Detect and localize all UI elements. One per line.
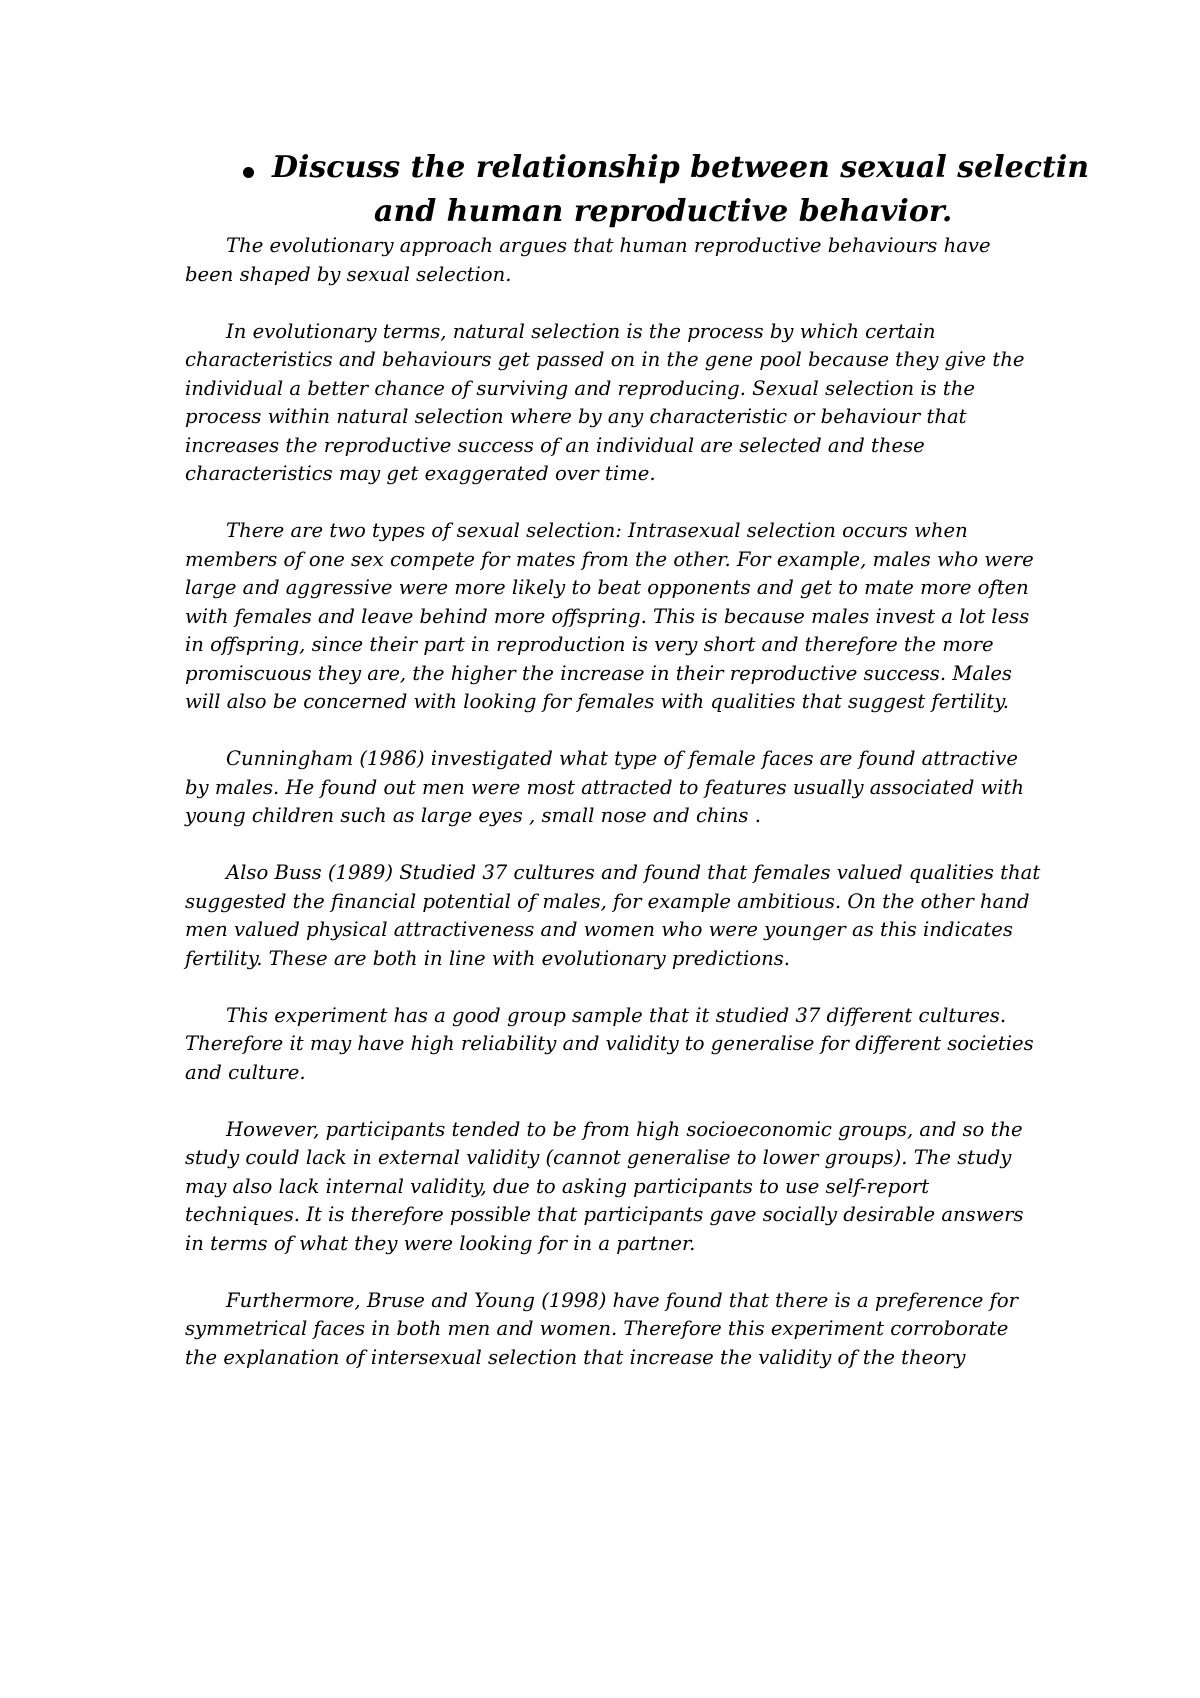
bullet-icon: [243, 167, 254, 178]
title-line-1: Discuss the relationship between sexual selectin: [272, 150, 1090, 185]
paragraph-bruse-young: Furthermore, Bruse and Young (1998) have found that there is a preference for symmetrical faces in both men and women. Therefore this experiment corroborate the explanation of intersexual selection that increase the validity of the theory: [185, 1288, 1018, 1369]
paragraph-cunningham: Cunningham (1986) investigated what type of female faces are found attractive by males. He found out men were most attracted to features usually associated with young children such as large eyes , small nose and chins .: [185, 747, 1025, 827]
paragraph-validity-critique: However, participants tended to be from high socioeconomic groups, and so the study could lack in external validity (cannot generalise to lower groups). The study may also lack internal validity, due to asking participants to use self-report techniques. It is therefore possible that participants gave socially desirable answers in terms of what they were looking for in a partner.: [185, 1117, 1024, 1255]
paragraph-intro: The evolutionary approach argues that human reproductive behaviours have been shaped by sexual selection.: [185, 234, 991, 286]
paragraph-intrasexual-selection: There are two types of sexual selection: Intrasexual selection occurs when members of one sex compete for mates from the other. For example, males who were large and aggressive were more likely to beat opponents and get to mate more often with females and leave behind more offspring. This is because males invest a lot less in offspring, since their part in reproduction is very short and therefore the more promiscuous they are, the higher the increase in their reproductive success. Males will also be concerned with looking for females with qualities that suggest fertility.: [185, 519, 1034, 713]
paragraph-buss: Also Buss (1989) Studied 37 cultures and found that females valued qualities that suggested the financial potential of males, for example ambitious. On the other hand men valued physical attractiveness and women who were younger as this indicates fertility. These are both in line with evolutionary predictions.: [185, 861, 1041, 970]
paragraph-sample-evaluation: This experiment has a good group sample that it studied 37 different cultures. Therefore it may have high reliability and validity to generalise for different societies and culture.: [185, 1003, 1034, 1084]
title-line-2: and human reproductive behavior.: [374, 194, 953, 229]
document-body: [185, 232, 1045, 1401]
paragraph-natural-selection: In evolutionary terms, natural selection is the process by which certain characteristics and behaviours get passed on in the gene pool because they give the individual a better chance of surviving and reproducing. Sexual selection is the process within natural selection where by any characteristic or behaviour that increases the reproductive success of an individual are selected and these characteristics may get exaggerated over time.: [185, 319, 1025, 485]
